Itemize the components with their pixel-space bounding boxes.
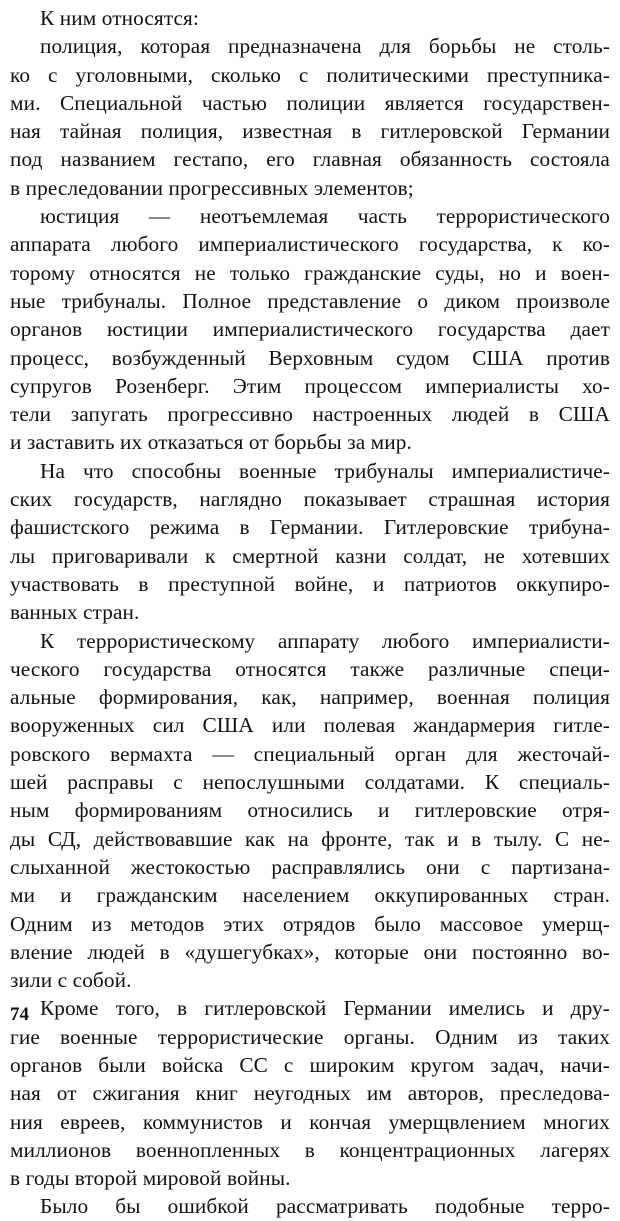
text-line: шей расправы с непослушными солдатами. К специаль- — [10, 770, 610, 795]
text-line: ми. Специальной частью полиции является государствен- — [10, 90, 610, 115]
text-line: в годы второй мировой войны. — [10, 1166, 291, 1191]
text-line: зили с собой. — [10, 968, 132, 993]
text-line: торому относятся не только гражданские суды, но и воен- — [10, 260, 610, 285]
text-line: в преследовании прогрессивных элементов; — [10, 175, 414, 200]
text-line: ные трибуналы. Полное представление о диком произволе — [10, 288, 610, 313]
text-line: ния евреев, коммунистов и кончая умерщвлением многих — [10, 1109, 610, 1134]
text-line: ко с уголовными, сколько с политическими преступника- — [10, 62, 610, 87]
text-line: и заставить их отказаться от борьбы за мир. — [10, 430, 412, 455]
text-line: процесс, возбужденный Верховным судом США против — [10, 345, 610, 370]
text-line: лы приговаривали к смертной казни солдат, не хотевших — [10, 543, 610, 568]
text-line: юстиция — неотъемлемая часть террористического — [40, 204, 610, 229]
text-line: миллионов военнопленных в концентрационных лагерях — [10, 1137, 610, 1162]
text-line: вооруженных сил США или полевая жандармерия гитле- — [10, 713, 610, 738]
text-line: органов юстиции империалистического государства дает — [10, 317, 610, 342]
text-line: Одним из методов этих отрядов было массовое умерщ- — [10, 911, 610, 936]
text-line: ческого государства относятся также различные специ- — [10, 656, 610, 681]
text-line: гие военные террористические органы. Одним из таких — [10, 1024, 610, 1049]
text-line: ная тайная полиция, известная в гитлеровской Германии — [10, 119, 610, 144]
text-line: К террористическому аппарату любого империалисти- — [40, 628, 610, 653]
page-number: 74 — [10, 1004, 29, 1025]
text-line: ми и гражданским населением оккупированных стран. — [10, 883, 610, 908]
text-line: Кроме того, в гитлеровской Германии имелись и дру- — [40, 996, 610, 1021]
text-line: участвовать в преступной войне, и патриотов оккупиро- — [10, 571, 610, 596]
text-line: супругов Розенберг. Этим процессом империалисты хо- — [10, 373, 610, 398]
text-line: аппарата любого империалистического государства, к ко- — [10, 232, 610, 257]
text-line: слыханной жестокостью расправлялись они с партизана- — [10, 854, 610, 879]
text-line: ная от сжигания книг неугодных им авторов, преследова- — [10, 1081, 610, 1106]
text-line: альные формирования, как, например, военная полиция — [10, 685, 610, 710]
text-line: тели запугать прогрессивно настроенных людей в США — [10, 402, 610, 427]
body-text — [10, 4, 610, 1221]
text-line: фашистского режима в Германии. Гитлеровские трибуна- — [10, 515, 610, 540]
text-line: ды СД, действовавшие как на фронте, так и в тылу. С не- — [10, 826, 610, 851]
text-line: К ним относятся: — [40, 6, 199, 30]
text-line: Было бы ошибкой рассматривать подобные терро- — [40, 1194, 610, 1219]
text-line: ванных стран. — [10, 600, 140, 625]
text-line: На что способны военные трибуналы империалистиче- — [40, 458, 610, 483]
text-line: ских государств, наглядно показывает страшная история — [10, 487, 610, 512]
text-line: вление людей в «душегубках», которые они постоянно во- — [10, 939, 610, 964]
text-line: ным формированиям относились и гитлеровские отря- — [10, 798, 610, 823]
text-line: под названием гестапо, его главная обязанность состояла — [10, 147, 610, 172]
text-line: органов были войска СС с широким кругом задач, начи- — [10, 1052, 610, 1077]
text-line: ровского вермахта — специальный орган для жесточай- — [10, 741, 610, 766]
text-line: полиция, которая предназначена для борьбы не столь- — [40, 34, 610, 59]
